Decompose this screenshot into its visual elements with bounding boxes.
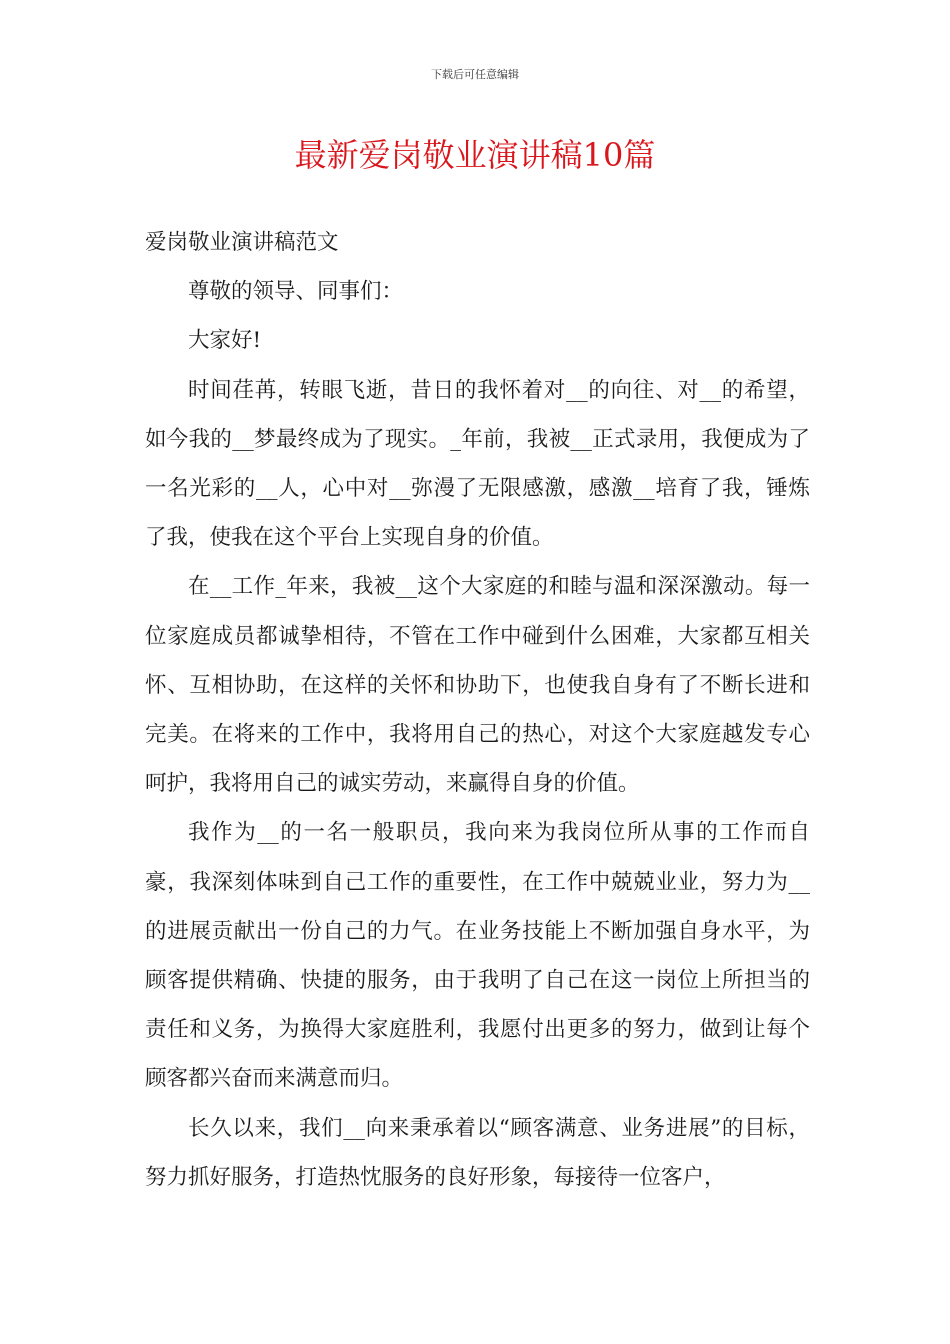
paragraph-greeting: 尊敬的领导、同事们： xyxy=(188,279,404,305)
paragraph-4: 长久以来，我们__向来秉承着以“顾客满意、业务进展”的目标，努力抓好服务，打造热忱服务的良好形象，每接待一位客户， xyxy=(145,1115,810,1190)
document-subtitle: 爱岗敬业演讲稿范文 xyxy=(145,230,339,255)
paragraph-3: 我作为__的一名一般职员，我向来为我岗位所从事的工作而自豪，我深刻体味到自己工作的重要性，在工作中兢兢业业，努力为__的进展贡献出一份自己的力气。在业务技能上不断加强自身水平，为顾客提供精确、快捷的服务，由于我明了自己在这一岗位上所担当的责任和义务，为换得大家庭胜利，我愿付出更多的努力，做到让每个顾客都兴奋而来满意而归。 xyxy=(145,820,810,1092)
paragraph-2: 在__工作_年来，我被__这个大家庭的和睦与温和深深激动。每一位家庭成员都诚挚相待，不管在工作中碰到什么困难，大家都互相关怀、互相协助，在这样的关怀和协助下，也使我自身有了不断长进和完美。在将来的工作中，我将用自己的热心，对这个大家庭越发专心呵护，我将用自己的诚实劳动，来赢得自身的价值。 xyxy=(145,574,810,797)
document-title: 最新爱岗敬业演讲稿10篇 xyxy=(294,136,656,174)
paragraph-salutation: 大家好! xyxy=(188,328,262,354)
document-body xyxy=(145,218,810,1202)
paragraph-1: 时间荏苒，转眼飞逝，昔日的我怀着对__的向往、对__的希望，如今我的__梦最终成为了现实。_年前，我被__正式录用，我便成为了一名光彩的__人，心中对__弥漫了无限感激，感激__培育了我，锤炼了我，使我在这个平台上实现自身的价值。 xyxy=(145,377,810,551)
header-note: 下载后可任意编辑 xyxy=(431,68,519,81)
